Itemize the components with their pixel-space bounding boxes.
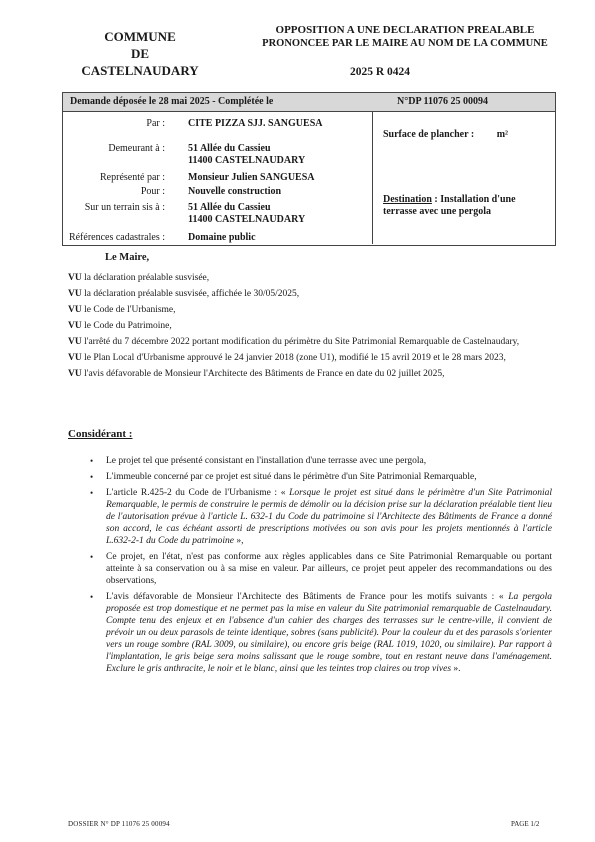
commune-line-3: CASTELNAUDARY (81, 63, 199, 78)
list-item (90, 487, 552, 547)
vu-list (68, 272, 550, 384)
considerant-heading: Considérant : (68, 428, 133, 440)
vu-item (68, 336, 550, 348)
list-item (90, 551, 552, 587)
le-maire-heading: Le Maire, (105, 252, 150, 263)
commune-line-2: DE (130, 46, 150, 61)
bullet-text-end: ». (451, 664, 461, 674)
destination (383, 194, 548, 218)
bullet-text-end: », (233, 536, 244, 546)
bullet-text: Le projet tel que présenté consistant en l'installation d'une terrasse avec une pergola, (106, 456, 427, 466)
floor-surface (383, 129, 508, 140)
value-represented-by (188, 172, 315, 184)
box-divider (372, 111, 373, 244)
list-item (90, 471, 552, 483)
bullet-icon: • (90, 592, 94, 602)
vu-item (68, 304, 550, 316)
commune-line-1: COMMUNE (104, 29, 176, 44)
value-applicant (188, 118, 322, 130)
value-land-location-line-2: 11400 CASTELNAUDARY (188, 214, 306, 225)
label-purpose: Pour : (140, 186, 165, 197)
destination-label: Destination (383, 194, 432, 205)
vu-item (68, 288, 550, 300)
bullet-text: L'article R.425-2 du Code de l'Urbanisme : « (106, 488, 290, 498)
label-cadastral: Références cadastrales : (68, 232, 165, 243)
label-land-location: Sur un terrain sis à : (84, 202, 165, 213)
vu-prefix: VU (68, 369, 82, 379)
vu-text: la déclaration préalable susvisée, (84, 273, 210, 283)
vu-item (68, 368, 550, 380)
decision-reference: 2025 R 0424 (350, 66, 411, 78)
bullet-icon: • (90, 552, 94, 562)
commune-name (60, 28, 220, 79)
vu-prefix: VU (68, 353, 82, 363)
footer-page-number: PAGE 1/2 (511, 820, 540, 828)
vu-item (68, 320, 550, 332)
label-address: Demeurant à : (108, 143, 165, 154)
vu-prefix: VU (68, 337, 82, 347)
list-item (90, 455, 552, 467)
vu-item (68, 272, 550, 284)
value-address (188, 143, 305, 167)
vu-text: la déclaration préalable susvisée, affichée le 30/05/2025, (84, 289, 300, 299)
vu-text: le Code du Patrimoine, (84, 321, 172, 331)
footer-dossier-number: DOSSIER N° DP 11076 25 00094 (68, 820, 170, 828)
bullet-text: Ce projet, en l'état, n'est pas conforme aux règles applicables dans ce Site Patrimonial Remarquable ou portant atteinte à sa conservation ou à sa mise en valeur. Par ailleurs, ce projet peut appeler des recommandations ou des observations, (106, 552, 552, 586)
list-item (90, 591, 552, 675)
vu-prefix: VU (68, 321, 82, 331)
value-land-location-line-1: 51 Allée du Cassieu (188, 202, 271, 213)
considerant-list (90, 455, 552, 679)
bullet-text: L'avis défavorable de Monsieur l'Architecte des Bâtiments de France pour les motifs suivants : « (106, 592, 509, 602)
value-cadastral-line-1: Domaine public (188, 232, 256, 243)
floor-surface-unit: m² (496, 129, 509, 140)
bullet-icon: • (90, 488, 94, 498)
label-represented-by: Représenté par : (100, 172, 165, 183)
vu-prefix: VU (68, 273, 82, 283)
request-info-box (62, 92, 556, 246)
vu-prefix: VU (68, 289, 82, 299)
title-line-2: PRONONCEE PAR LE MAIRE AU NOM DE LA COMMUNE (262, 38, 548, 49)
destination-value: : Installation d'une terrasse avec une pergola (383, 194, 516, 217)
title-line-1: OPPOSITION A UNE DECLARATION PREALABLE (275, 24, 535, 36)
value-applicant-line-1: CITE PIZZA SJJ. SANGUESA (188, 118, 323, 129)
floor-surface-label: Surface de plancher : (383, 129, 475, 140)
bullet-text: L'immeuble concerné par ce projet est situé dans le périmètre d'un Site Patrimonial Remarquable, (106, 472, 477, 482)
value-address-line-2: 11400 CASTELNAUDARY (188, 155, 306, 166)
bullet-quote: Lorsque le projet est situé dans le périmètre d'un Site Patrimonial Remarquable, le permis de construire le permis de démolir ou la décision prise sur la déclaration préalable tient lieu de l'autorisation prévue à l'article L. 632-1 du Code du patrimoine si l'Architecte des Bâtiments de France a donné son accord, le cas échéant assorti de prescriptions motivées ou son avis pour les projets mentionnés à l'article L.632-2-1 du Code du patrimoine (106, 488, 552, 546)
vu-item (68, 352, 550, 364)
document-title (250, 24, 560, 50)
label-applicant: Par : (146, 118, 165, 129)
value-purpose (188, 186, 281, 198)
vu-text: le Code de l'Urbanisme, (84, 305, 176, 315)
vu-text: l'avis défavorable de Monsieur l'Architecte des Bâtiments de France en date du 02 juillet 2025, (84, 369, 445, 379)
dp-number: N°DP 11076 25 00094 (397, 96, 488, 107)
value-represented-by-line-1: Monsieur Julien SANGUESA (188, 172, 315, 183)
bullet-quote: La pergola proposée est trop domestique et ne permet pas la mise en valeur du Site patrimonial remarquable de Castelnaudary. Compte tenu des enjeux et en l'absence d'un cahier des charges des terrasses sur le centre-ville, il convient de prévoir un ou deux parasols de teinte identique, sobres (sans publicité). Pour la couleur du et des parasols s'orienter vers un rouge sombre (RAL 3009, ou similaire), ou encore gris beige (RAL 1019, 1020, ou similaire). Par rapport à l'implantation, le gris beige sera moins salissant que le rouge sombre, tout en restant neuve dans l'aménagement. Exclure le gris anthracite, le noir et le blanc, ainsi que les teintes trop claires ou trop vives (106, 592, 553, 674)
bullet-icon: • (90, 456, 94, 466)
value-land-location (188, 202, 305, 226)
deposit-date: Demande déposée le 28 mai 2025 - Complétée le (70, 96, 274, 107)
value-address-line-1: 51 Allée du Cassieu (188, 143, 271, 154)
bullet-icon: • (90, 472, 94, 482)
value-purpose-line-1: Nouvelle construction (188, 186, 282, 197)
value-cadastral (188, 232, 256, 244)
vu-text: l'arrêté du 7 décembre 2022 portant modification du périmètre du Site Patrimonial Remarquable de Castelnaudary, (84, 337, 520, 347)
vu-prefix: VU (68, 305, 82, 315)
vu-text: le Plan Local d'Urbanisme approuvé le 24 janvier 2018 (zone U1), modifié le 15 avril 2019 et le 28 mars 2023, (84, 353, 506, 363)
